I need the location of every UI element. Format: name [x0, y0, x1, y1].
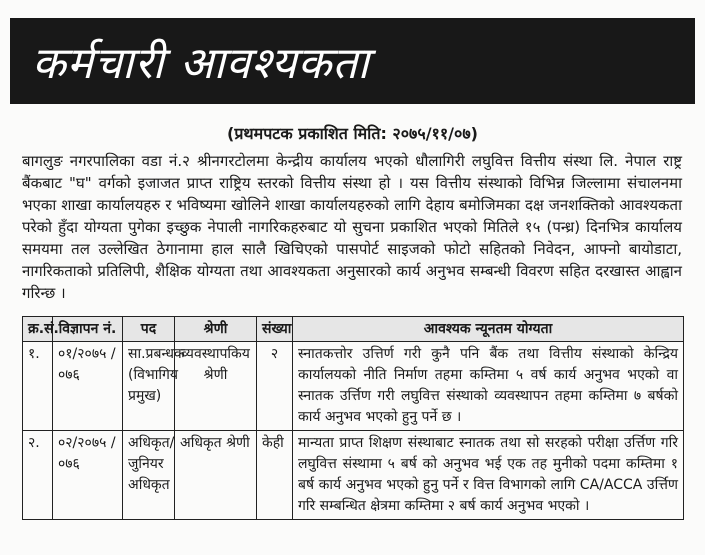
- cell-qualification: मान्यता प्राप्त शिक्षण संस्थाबाट स्नातक तथा सो सरहको परीक्षा उर्त्तिण गरि लघुवित्त संस्थामा ५ बर्ष को अनुभव भई एक तह मुनीको पदमा कम्तिमा १ बर्ष कार्य अनुभव भएको हुनु पर्ने र वित्त विभागको लागि CA/ACCA उर्त्तिण गरि सम्बन्धित क्षेत्रमा कम्तिमा २ बर्ष कार्य अनुभव भएको ।: [293, 431, 684, 520]
- header-adv-no: विज्ञापन नं.: [53, 317, 123, 342]
- cell-post: सा.प्रबन्धक (विभागिय प्रमुख): [123, 342, 175, 431]
- header-count: संख्या: [257, 317, 293, 342]
- cell-qualification: स्नातकत्तोर उत्तिर्ण गरी कुनै पनि बैंक तथा वित्तीय संस्थाको केन्द्रिय कार्यालयको नीति निर्माण तहमा कम्तिमा ५ वर्ष कार्य अनुभव भएको वा स्नातक उर्त्तिण गरी लघुवित्त संस्थाको व्यवस्थापन तहमा कम्तिमा ७ बर्षको कार्य अनुभव भएको हुनु पर्ने छ ।: [293, 342, 684, 431]
- intro-paragraph: [22, 150, 682, 304]
- cell-count: केही: [257, 431, 293, 520]
- intro-text: बागलुङ नगरपालिका वडा नं.२ श्रीनगरटोलमा केन्द्रीय कार्यालय भएको धौलागिरी लघुवित्त वित्तीय संस्था लि. नेपाल राष्ट्र बैंकबाट "घ" वर्गको इजाजत प्राप्त राष्ट्रिय स्तरको वित्तीय संस्था हो । यस वित्तीय संस्थाको विभिन्न जिल्लामा संचालनमा भएका शाखा कार्यालयहरु र भविष्यमा खोलिने शाखा कार्यालयहरुको लागि देहाय बमोजिमका दक्ष जनशक्तिको आवश्यकता परेको हुँदा योग्यता पुगेका इच्छुक नेपाली नागरिकहरुबाट यो सुचना प्रकाशित भएको मितिले १५ (पन्ध्र) दिनभित्र कार्यालय समयमा तल उल्लेखित ठेगानामा हाल सालै खिचिएको पासपोर्ट साइजको फोटो सहितको निवेदन, आफ्नो बायोडाटा, नागरिकताको प्रतिलिपी, शैक्षिक योग्यता तथा आवश्यकता अनुसारको कार्य अनुभव सम्बन्धी विवरण सहित दरखास्त आह्वान गरिन्छ ।: [22, 152, 682, 302]
- cell-sn: १.: [23, 342, 53, 431]
- table-header-row: [23, 317, 684, 342]
- cell-level: अधिकृत श्रेणी: [175, 431, 257, 520]
- header-sn: क्र.सं.: [23, 317, 53, 342]
- cell-level: व्यवस्थापकिय श्रेणी: [175, 342, 257, 431]
- publish-date-note: (प्रथमपटक प्रकाशित मिति: २०७५/११/०७): [227, 124, 478, 143]
- cell-adv-no: ०२/२०७५ /०७६: [53, 431, 123, 520]
- header-level: श्रेणी: [175, 317, 257, 342]
- cell-count: २: [257, 342, 293, 431]
- table-row: [23, 431, 684, 520]
- vacancy-table: [22, 316, 684, 520]
- header-qualification: आवश्यक न्यूनतम योग्यता: [293, 317, 684, 342]
- table-row: [23, 342, 684, 431]
- cell-sn: २.: [23, 431, 53, 520]
- page-title: कर्मचारी आवश्यकता: [32, 38, 370, 89]
- header-post: पद: [123, 317, 175, 342]
- cell-adv-no: ०१/२०७५ /०७६: [53, 342, 123, 431]
- cell-post: अधिकृत/ जुनियर अधिकृत: [123, 431, 175, 520]
- title-banner: [10, 18, 695, 104]
